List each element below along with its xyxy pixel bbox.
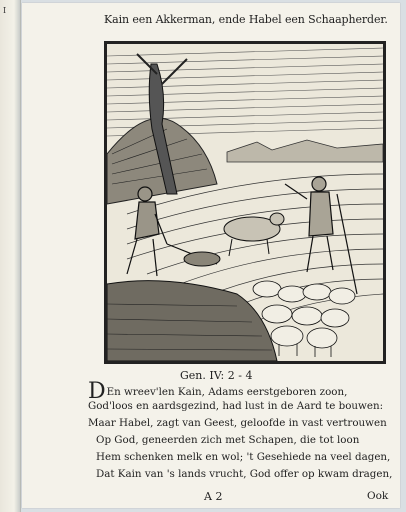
poem-line-5: Hem schenken melk en wol; 't Gesehiede na veel dagen, bbox=[96, 451, 391, 463]
catchword: Ook bbox=[367, 490, 389, 502]
margin-mark: I bbox=[3, 6, 7, 15]
engraving-svg bbox=[107, 44, 383, 361]
scripture-reference: Gen. IV: 2 - 4 bbox=[180, 369, 253, 382]
poem-line-6: Dat Kain van 's lands vrucht, God offer op kwam dragen, bbox=[96, 468, 393, 480]
poem-line-3: Maar Habel, zagt van Geest, geloofde in vast vertrouwen bbox=[88, 417, 387, 429]
running-title: Kain een Akkerman, ende Habel een Schaapherder. bbox=[104, 13, 388, 26]
previous-page-edge bbox=[0, 0, 21, 512]
signature-mark: A 2 bbox=[204, 490, 223, 503]
engraving-illustration bbox=[104, 41, 386, 364]
book-page bbox=[22, 3, 400, 508]
poem-line-2: God'loos en aardsgezind, had lust in de Aard te bouwen: bbox=[88, 400, 384, 412]
drop-initial: D bbox=[88, 379, 106, 404]
poem-line-4: Op God, geneerden zich met Schapen, die tot loon bbox=[96, 434, 360, 446]
poem-line-1: DEn wreev'len Kain, Adams eerstgeboren zoon, bbox=[88, 379, 348, 404]
